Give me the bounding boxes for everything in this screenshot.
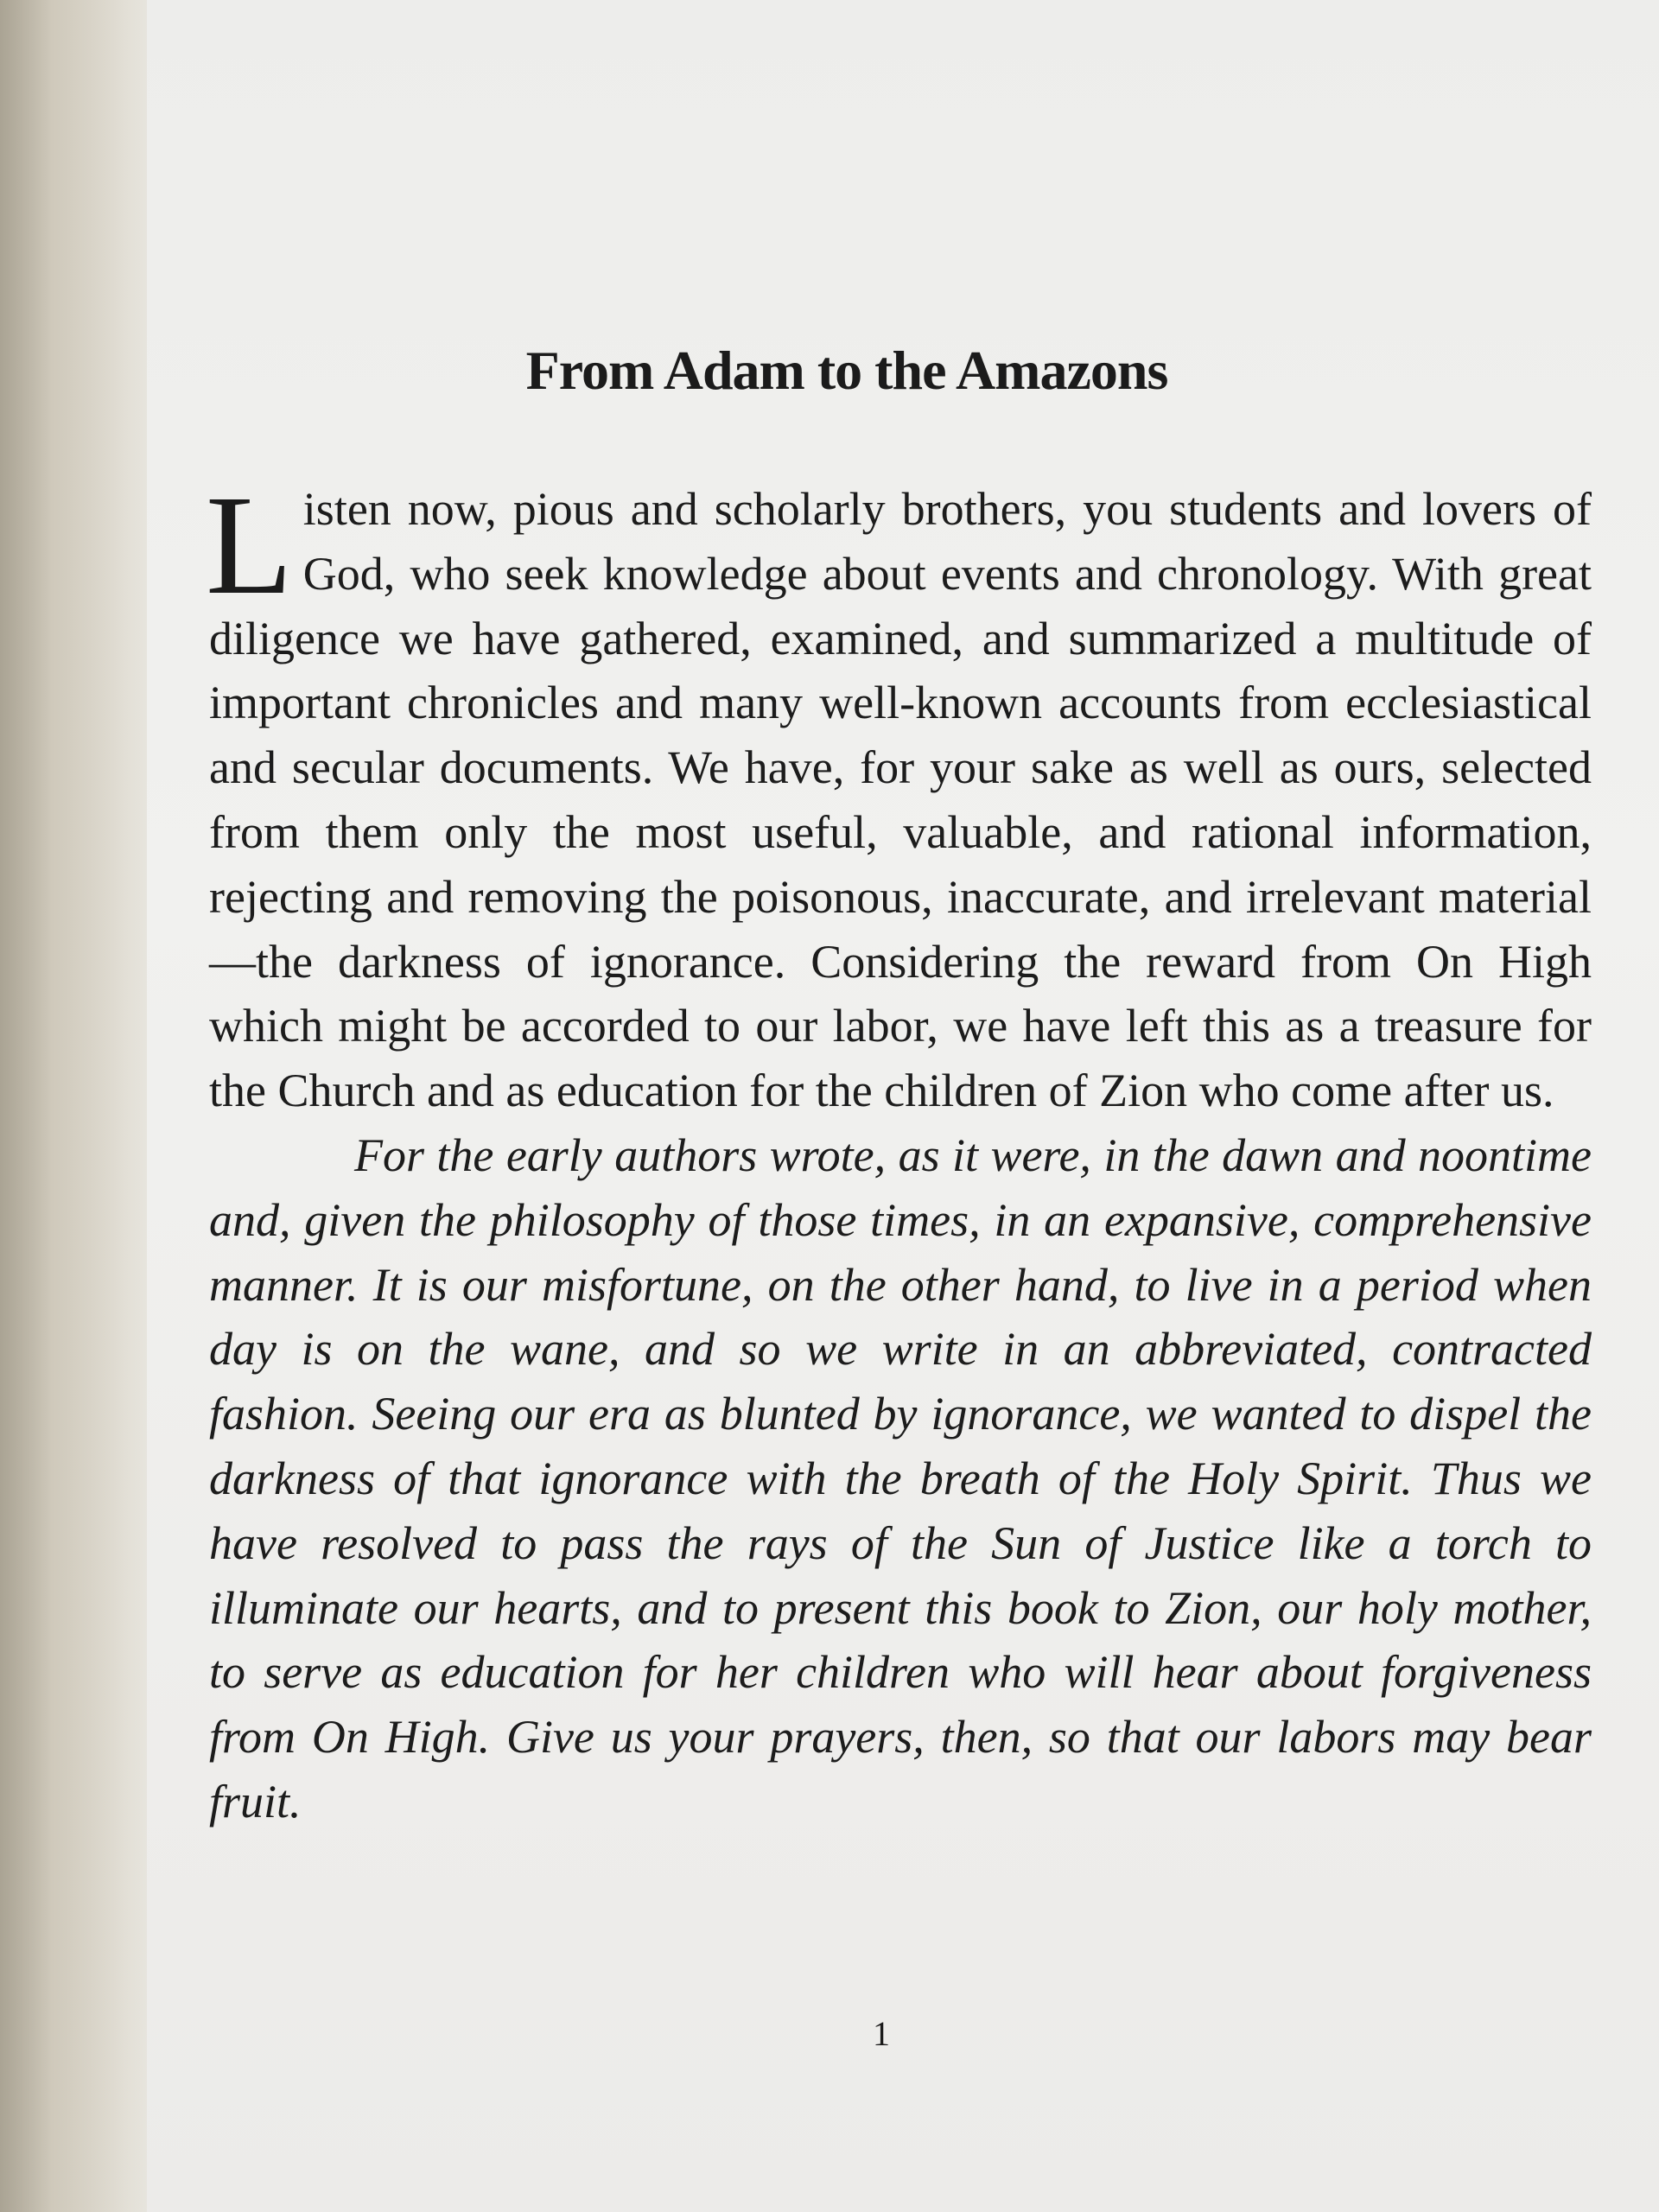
paragraph-2: For the early authors wrote, as it were, in the dawn and noontime and, given the philosophy of those times, in an expansive, comprehensive manner. It is our misfortune, on the other hand, to live in a period when day is on the wane, and so we write in an abbreviated, contracted fashion. Seeing our era as blunted by ignorance, we wanted to dispel the darkness of that ignorance with the breath of the Holy Spirit. Thus we have resolved to pass the rays of the Sun of Justice like a torch to illuminate our hearts, and to present this book to Zion, our holy mother, to serve as education for her children who will hear about forgiveness from On High. Give us your prayers, then, so that our labors may bear fruit. [209,1128,1592,1827]
gutter-shadow [0,0,156,2212]
drop-cap: L [206,466,293,624]
page-number: 1 [873,2014,890,2053]
book-page [147,0,1659,2212]
paragraph-1 [206,466,1592,1123]
chapter-title: From Adam to the Amazons [525,340,1168,401]
body-text [206,466,1592,1834]
paragraph-1-text: isten now, pious and scholarly brothers, you students and lovers of God, who seek knowledge about events and chronology. With great diligence we have gathered, examined, and summarized a multitude of important chronicles and many well-known accounts from ecclesiastical and secular documents. We have, for your sake as well as ours, selected from them only the most useful, valuable, and rational information, rejecting and removing the poisonous, inaccurate, and irrelevant material—the darkness of ignorance. Considering the reward from On High which might be accorded to our labor, we have left this as a treasure for the Church and as education for the children of Zion who come after us. [209,483,1592,1117]
